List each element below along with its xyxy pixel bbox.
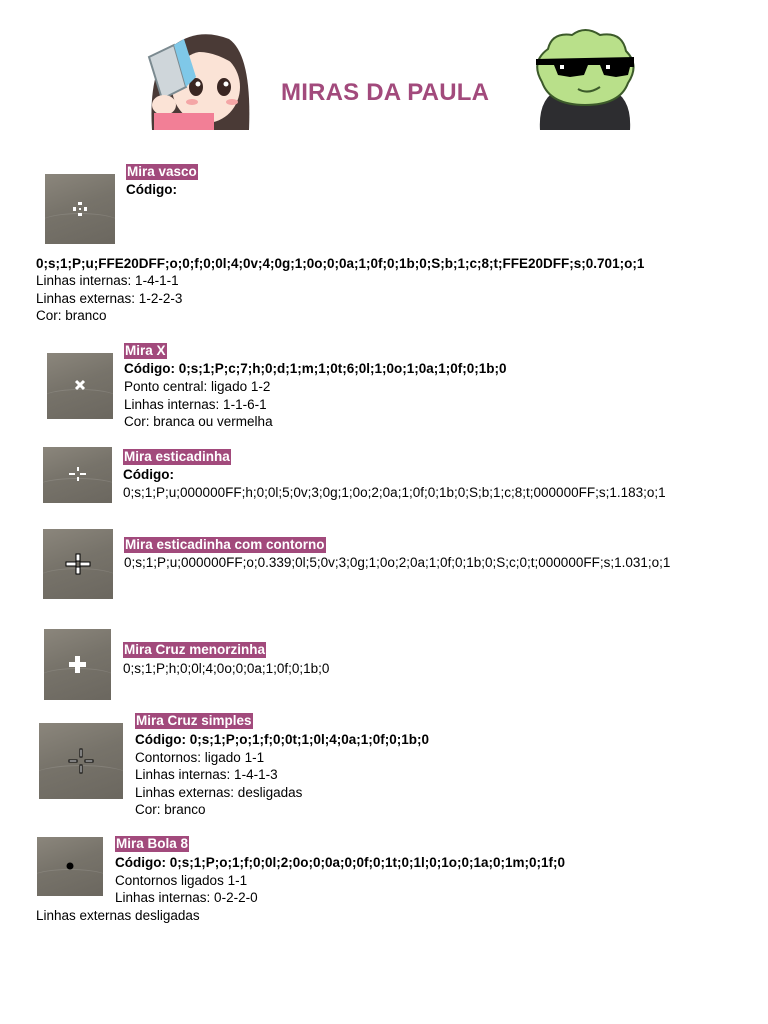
- crosshair-dots-icon: [45, 174, 115, 244]
- anime-girl-avatar: [144, 27, 253, 130]
- green-blob-sunglasses-icon: [530, 27, 639, 130]
- crosshair-code: 0;s;1;P;u;FFE20DFF;o;0;f;0;0l;4;0v;4;0g;1;0o;0;0a;1;0f;0;1b;0;S;b;1;c;8;t;FFE20DFF;s;0.701;o;1: [36, 256, 645, 271]
- crosshair-preview-bola-8: [37, 837, 103, 896]
- detail-line: Linhas internas: 1-4-1-1: [36, 273, 179, 288]
- detail-line: Ponto central: ligado 1-2: [124, 379, 271, 394]
- crosshair-code: Código: 0;s;1;P;c;7;h;0;d;1;m;1;0t;6;0l;1;0o;1;0a;1;0f;0;1b;0: [124, 361, 507, 376]
- crosshair-x-icon: [47, 353, 113, 419]
- detail-line: Linhas externas: 1-2-2-3: [36, 291, 183, 306]
- section-heading: Mira esticadinha com contorno: [125, 537, 325, 552]
- section-heading: Mira vasco: [127, 164, 197, 179]
- crosshair-code: 0;s;1;P;u;000000FF;o;0.339;0l;5;0v;3;0g;1;0o;2;0a;1;0f;0;1b;0;S;c;0;t;000000FF;s;1.031;o;1: [124, 555, 671, 570]
- code-label: Código:: [126, 182, 177, 197]
- crosshair-outlined-icon: [43, 529, 113, 599]
- crosshair-preview-cruz-menorzinha: [44, 629, 111, 700]
- crosshair-preview-vasco: [45, 174, 115, 244]
- crosshair-stretched-icon: [43, 447, 112, 503]
- anime-girl-drinking-icon: [144, 27, 253, 130]
- detail-line: Linhas externas desligadas: [36, 908, 200, 923]
- crosshair-preview-cruz-simples: [39, 723, 123, 799]
- section-heading: Mira Cruz menorzinha: [124, 642, 266, 657]
- crosshair-code: 0;s;1;P;u;000000FF;h;0;0l;5;0v;3;0g;1;0o;2;0a;1;0f;0;1b;0;S;b;1;c;8;t;000000FF;s;1.183;o;1: [123, 485, 666, 500]
- crosshair-gap-cross-icon: [39, 723, 123, 799]
- section-heading: Mira X: [125, 343, 166, 358]
- section-heading: Mira Cruz simples: [136, 713, 252, 728]
- crosshair-preview-x: [47, 353, 113, 419]
- detail-line: Cor: branca ou vermelha: [124, 414, 273, 429]
- detail-line: Linhas externas: desligadas: [135, 785, 303, 800]
- crosshair-preview-esticadinha-contorno: [43, 529, 113, 599]
- crosshair-dot-icon: [37, 837, 103, 896]
- green-blob-avatar: [530, 27, 639, 130]
- detail-line: Linhas internas: 1-1-6-1: [124, 397, 267, 412]
- crosshair-preview-esticadinha: [43, 447, 112, 503]
- detail-line: Linhas internas: 1-4-1-3: [135, 767, 278, 782]
- crosshair-code: Código: 0;s;1;P;o;1;f;0;0t;1;0l;4;0a;1;0f;0;1b;0: [135, 732, 430, 747]
- page-title: MIRAS DA PAULA: [281, 79, 490, 106]
- code-label: Código:: [123, 467, 174, 482]
- detail-line: Linhas internas: 0-2-2-0: [115, 890, 258, 905]
- crosshair-plus-icon: [44, 629, 111, 700]
- detail-line: Contornos: ligado 1-1: [135, 750, 265, 765]
- section-heading: Mira Bola 8: [116, 836, 189, 851]
- section-heading: Mira esticadinha: [124, 449, 230, 464]
- detail-line: Contornos ligados 1-1: [115, 873, 248, 888]
- detail-line: Cor: branco: [36, 308, 107, 323]
- crosshair-code: 0;s;1;P;h;0;0l;4;0o;0;0a;1;0f;0;1b;0: [123, 661, 330, 676]
- crosshair-code: Código: 0;s;1;P;o;1;f;0;0l;2;0o;0;0a;0;0f;0;1t;0;1l;0;1o;0;1a;0;1m;0;1f;0: [115, 855, 566, 870]
- detail-line: Cor: branco: [135, 802, 206, 817]
